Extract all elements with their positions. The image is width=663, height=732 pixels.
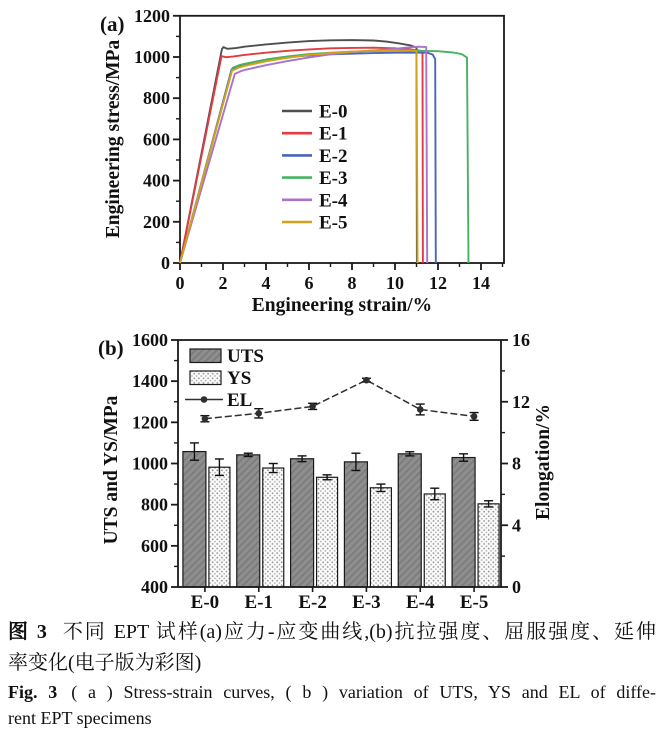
y-tick-label: 1200 xyxy=(134,5,170,26)
ys-bar-E-0 xyxy=(209,467,230,587)
el-marker-E-4 xyxy=(417,406,424,413)
el-marker-E-0 xyxy=(202,415,209,422)
curve-E-0 xyxy=(180,40,417,263)
caption-en-text2: rent EPT specimens xyxy=(8,708,152,728)
right-tick-label: 16 xyxy=(512,330,530,350)
y-tick-label: 1000 xyxy=(134,47,170,67)
caption-zh-text2: 率变化(电子版为彩图) xyxy=(8,652,202,674)
legend-b-label-UTS: UTS xyxy=(227,346,264,367)
el-marker-E-1 xyxy=(255,410,262,417)
category-label-E-4: E-4 xyxy=(406,592,435,613)
left-tick-label: 800 xyxy=(141,494,168,515)
x-tick-label: 2 xyxy=(218,273,228,293)
y-tick-label: 800 xyxy=(143,88,170,109)
panel-a-legend xyxy=(282,102,348,234)
ys-bar-E-3 xyxy=(370,488,391,587)
el-marker-E-5 xyxy=(471,413,478,420)
legend-a-label-E-2: E-2 xyxy=(319,145,348,167)
uts-bar-E-3 xyxy=(344,462,367,587)
legend-a-label-E-0: E-0 xyxy=(319,101,348,123)
left-tick-label: 1200 xyxy=(132,412,168,433)
legend-b-swatch-YS xyxy=(190,371,221,385)
y-tick-label: 0 xyxy=(161,253,170,273)
panel-b-label: (b) xyxy=(98,336,124,360)
legend-a-label-E-1: E-1 xyxy=(319,123,348,145)
ys-bar-E-2 xyxy=(317,477,338,587)
left-tick-label: 600 xyxy=(141,535,168,556)
panel-b-left-ylabel: UTS and YS/MPa xyxy=(101,395,122,545)
category-label-E-5: E-5 xyxy=(459,592,489,613)
caption-en-line2 xyxy=(8,705,656,731)
right-tick-label: 0 xyxy=(512,577,521,597)
y-tick-label: 600 xyxy=(143,129,170,150)
ys-bar-E-4 xyxy=(424,494,445,587)
right-tick-label: 8 xyxy=(512,453,521,474)
category-label-E-3: E-3 xyxy=(352,592,381,613)
panel-b-right-ylabel: Elongation/% xyxy=(533,404,554,520)
legend-a-label-E-3: E-3 xyxy=(319,168,348,190)
ys-bar-E-1 xyxy=(263,468,284,587)
legend-b-label-EL: EL xyxy=(227,390,253,411)
el-marker-E-3 xyxy=(363,377,370,384)
curve-E-2 xyxy=(180,53,436,264)
y-tick-label: 400 xyxy=(143,170,170,191)
x-tick-label: 8 xyxy=(347,273,357,293)
x-tick-label: 14 xyxy=(471,273,490,293)
category-label-E-0: E-0 xyxy=(190,592,220,613)
panel-a-xlabel: Engineering strain/% xyxy=(251,295,433,316)
panel-a-ylabel: Engineering stress/MPa xyxy=(103,39,124,239)
x-tick-label: 6 xyxy=(304,273,314,293)
caption-en-text1: ( a ) Stress-strain curves, ( b ) variation of UTS, YS and EL of diffe- xyxy=(71,682,656,702)
el-marker-E-2 xyxy=(309,403,316,410)
left-tick-label: 1000 xyxy=(132,453,168,474)
category-label-E-2: E-2 xyxy=(298,592,327,613)
panel-a-label: (a) xyxy=(100,12,125,36)
x-tick-label: 10 xyxy=(385,273,404,293)
legend-a-label-E-4: E-4 xyxy=(319,190,348,212)
x-tick-label: 12 xyxy=(428,273,447,293)
right-tick-label: 12 xyxy=(512,391,530,412)
x-tick-label: 0 xyxy=(175,273,185,293)
right-tick-label: 4 xyxy=(512,515,521,536)
ys-bar-E-5 xyxy=(478,504,499,587)
caption-zh-text1: 不同 EPT 试样(a)应力-应变曲线,(b)抗拉强度、屈服强度、延伸 xyxy=(60,621,656,643)
panel-b xyxy=(98,330,554,613)
left-tick-label: 400 xyxy=(141,577,168,597)
legend-b-label-YS: YS xyxy=(227,368,252,389)
legend-a-label-E-5: E-5 xyxy=(319,212,348,234)
caption-zh-label: 图 3 xyxy=(8,621,47,643)
figure-caption xyxy=(8,617,656,731)
caption-zh-line2 xyxy=(8,648,656,679)
uts-bar-E-2 xyxy=(291,459,314,587)
left-tick-label: 1600 xyxy=(132,330,168,350)
caption-en-line1 xyxy=(8,679,656,705)
legend-b-swatch-EL-marker xyxy=(201,396,208,403)
uts-bar-E-0 xyxy=(183,452,206,587)
x-tick-label: 4 xyxy=(261,273,271,293)
legend-b-swatch-UTS xyxy=(190,349,221,363)
panel-b-legend xyxy=(185,346,264,411)
uts-bar-E-1 xyxy=(237,455,260,587)
left-tick-label: 1400 xyxy=(132,371,168,392)
caption-zh-line1 xyxy=(8,617,656,648)
caption-en-label: Fig. 3 xyxy=(8,682,58,702)
panel-a xyxy=(100,6,504,316)
uts-bar-E-5 xyxy=(452,458,475,587)
category-label-E-1: E-1 xyxy=(244,592,273,613)
uts-bar-E-4 xyxy=(398,454,421,587)
y-tick-label: 200 xyxy=(143,211,170,232)
